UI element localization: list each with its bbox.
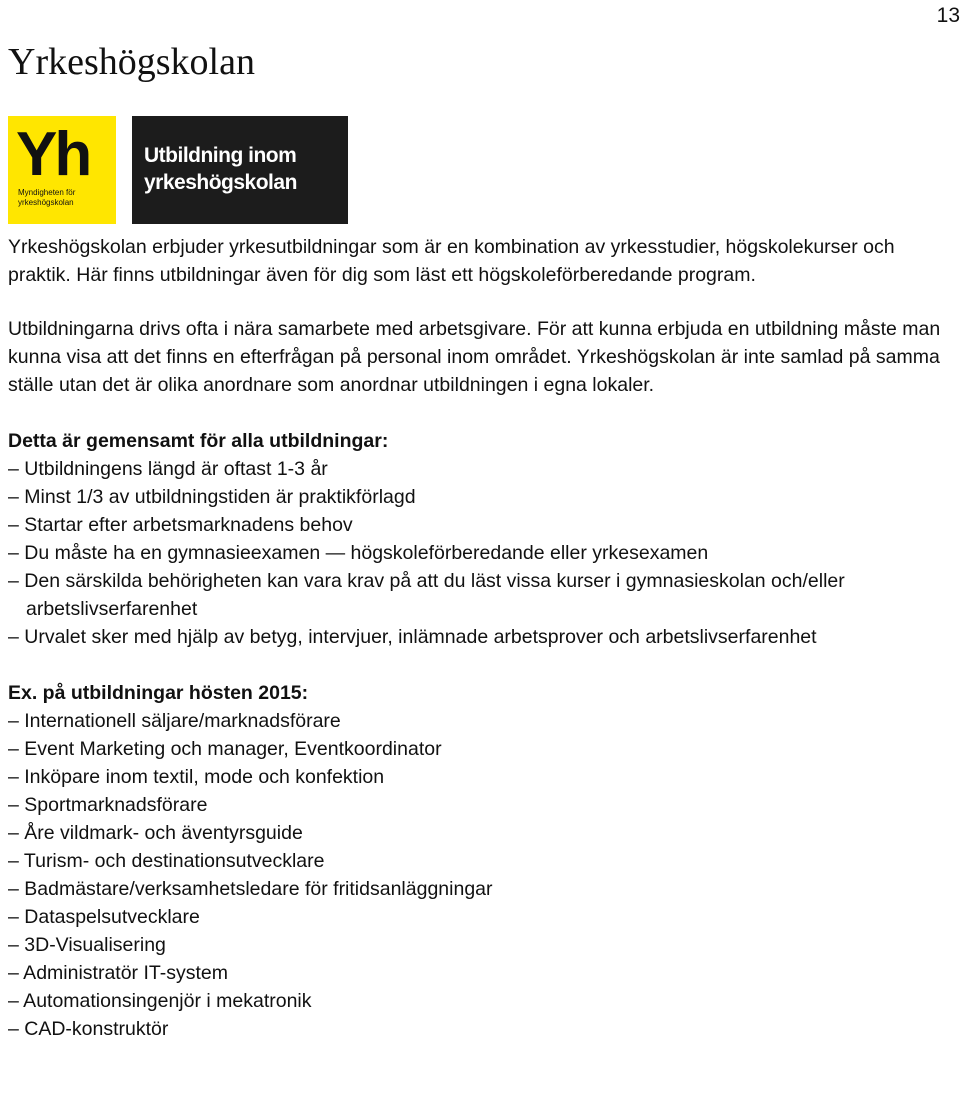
page-number: 13: [936, 4, 960, 27]
list-item: – Du måste ha en gymnasieexamen — högskoleförberedande eller yrkesexamen: [8, 542, 709, 564]
list-item: – Internationell säljare/marknadsförare: [8, 710, 341, 732]
list-item: – Event Marketing och manager, Eventkoordinator: [8, 738, 442, 760]
program-logo-line: Utbildning inom: [144, 144, 297, 167]
common-list: [8, 455, 958, 651]
program-logo-text: [144, 142, 297, 196]
program-logo-line: yrkeshögskolan: [144, 171, 297, 194]
body-text: [8, 233, 958, 1043]
list-item: – Administratör IT-system: [8, 962, 228, 984]
list-item: – 3D-Visualisering: [8, 934, 166, 956]
list-item: – Åre vildmark- och äventyrsguide: [8, 822, 303, 844]
list-item: – Turism- och destinationsutvecklare: [8, 850, 325, 872]
list-item: – Badmästare/verksamhetsledare för fritidsanläggningar: [8, 878, 493, 900]
list-item: – Automationsingenjör i mekatronik: [8, 990, 312, 1012]
examples-section-heading: Ex. på utbildningar hösten 2015:: [8, 682, 309, 704]
yh-logo: [8, 116, 116, 224]
list-item: – CAD-konstruktör: [8, 1018, 169, 1040]
yh-logo-subtitle-line: yrkeshögskolan: [18, 198, 74, 207]
list-item: – Minst 1/3 av utbildningstiden är praktikförlagd: [8, 486, 416, 508]
list-item: – Urvalet sker med hjälp av betyg, intervjuer, inlämnade arbetsprover och arbetslivserfarenhet: [8, 626, 817, 648]
program-logo: [132, 116, 348, 224]
list-item: – Dataspelsutvecklare: [8, 906, 200, 928]
list-item: – Utbildningens längd är oftast 1-3 år: [8, 458, 328, 480]
yh-logo-subtitle: [18, 188, 75, 208]
list-item: – Startar efter arbetsmarknadens behov: [8, 514, 353, 536]
intro-paragraph: Yrkeshögskolan erbjuder yrkesutbildningar som är en kombination av yrkesstudier, högskolekurser och praktik. Här finns utbildningar även för dig som läst ett högskoleförberedande program.: [8, 236, 895, 286]
yh-logo-mark: Yh: [16, 120, 90, 189]
examples-list: [8, 707, 958, 1043]
common-section-heading: Detta är gemensamt för alla utbildningar:: [8, 430, 389, 452]
page-title: Yrkeshögskolan: [8, 41, 255, 83]
list-item: – Inköpare inom textil, mode och konfektion: [8, 766, 385, 788]
intro-paragraph: Utbildningarna drivs ofta i nära samarbete med arbetsgivare. För att kunna erbjuda en utbildning måste man kunna visa att det finns en efterfrågan på personal inom området. Yrkeshögskolan är inte samlad på samma ställe utan det är olika anordnare som anordnar utbildningen i egna lokaler.: [8, 318, 941, 396]
list-item: – Sportmarknadsförare: [8, 794, 208, 816]
list-item: – Den särskilda behörigheten kan vara krav på att du läst vissa kurser i gymnasieskolan och/eller arbetslivserfarenhet: [8, 570, 845, 620]
yh-logo-subtitle-line: Myndigheten för: [18, 188, 76, 197]
